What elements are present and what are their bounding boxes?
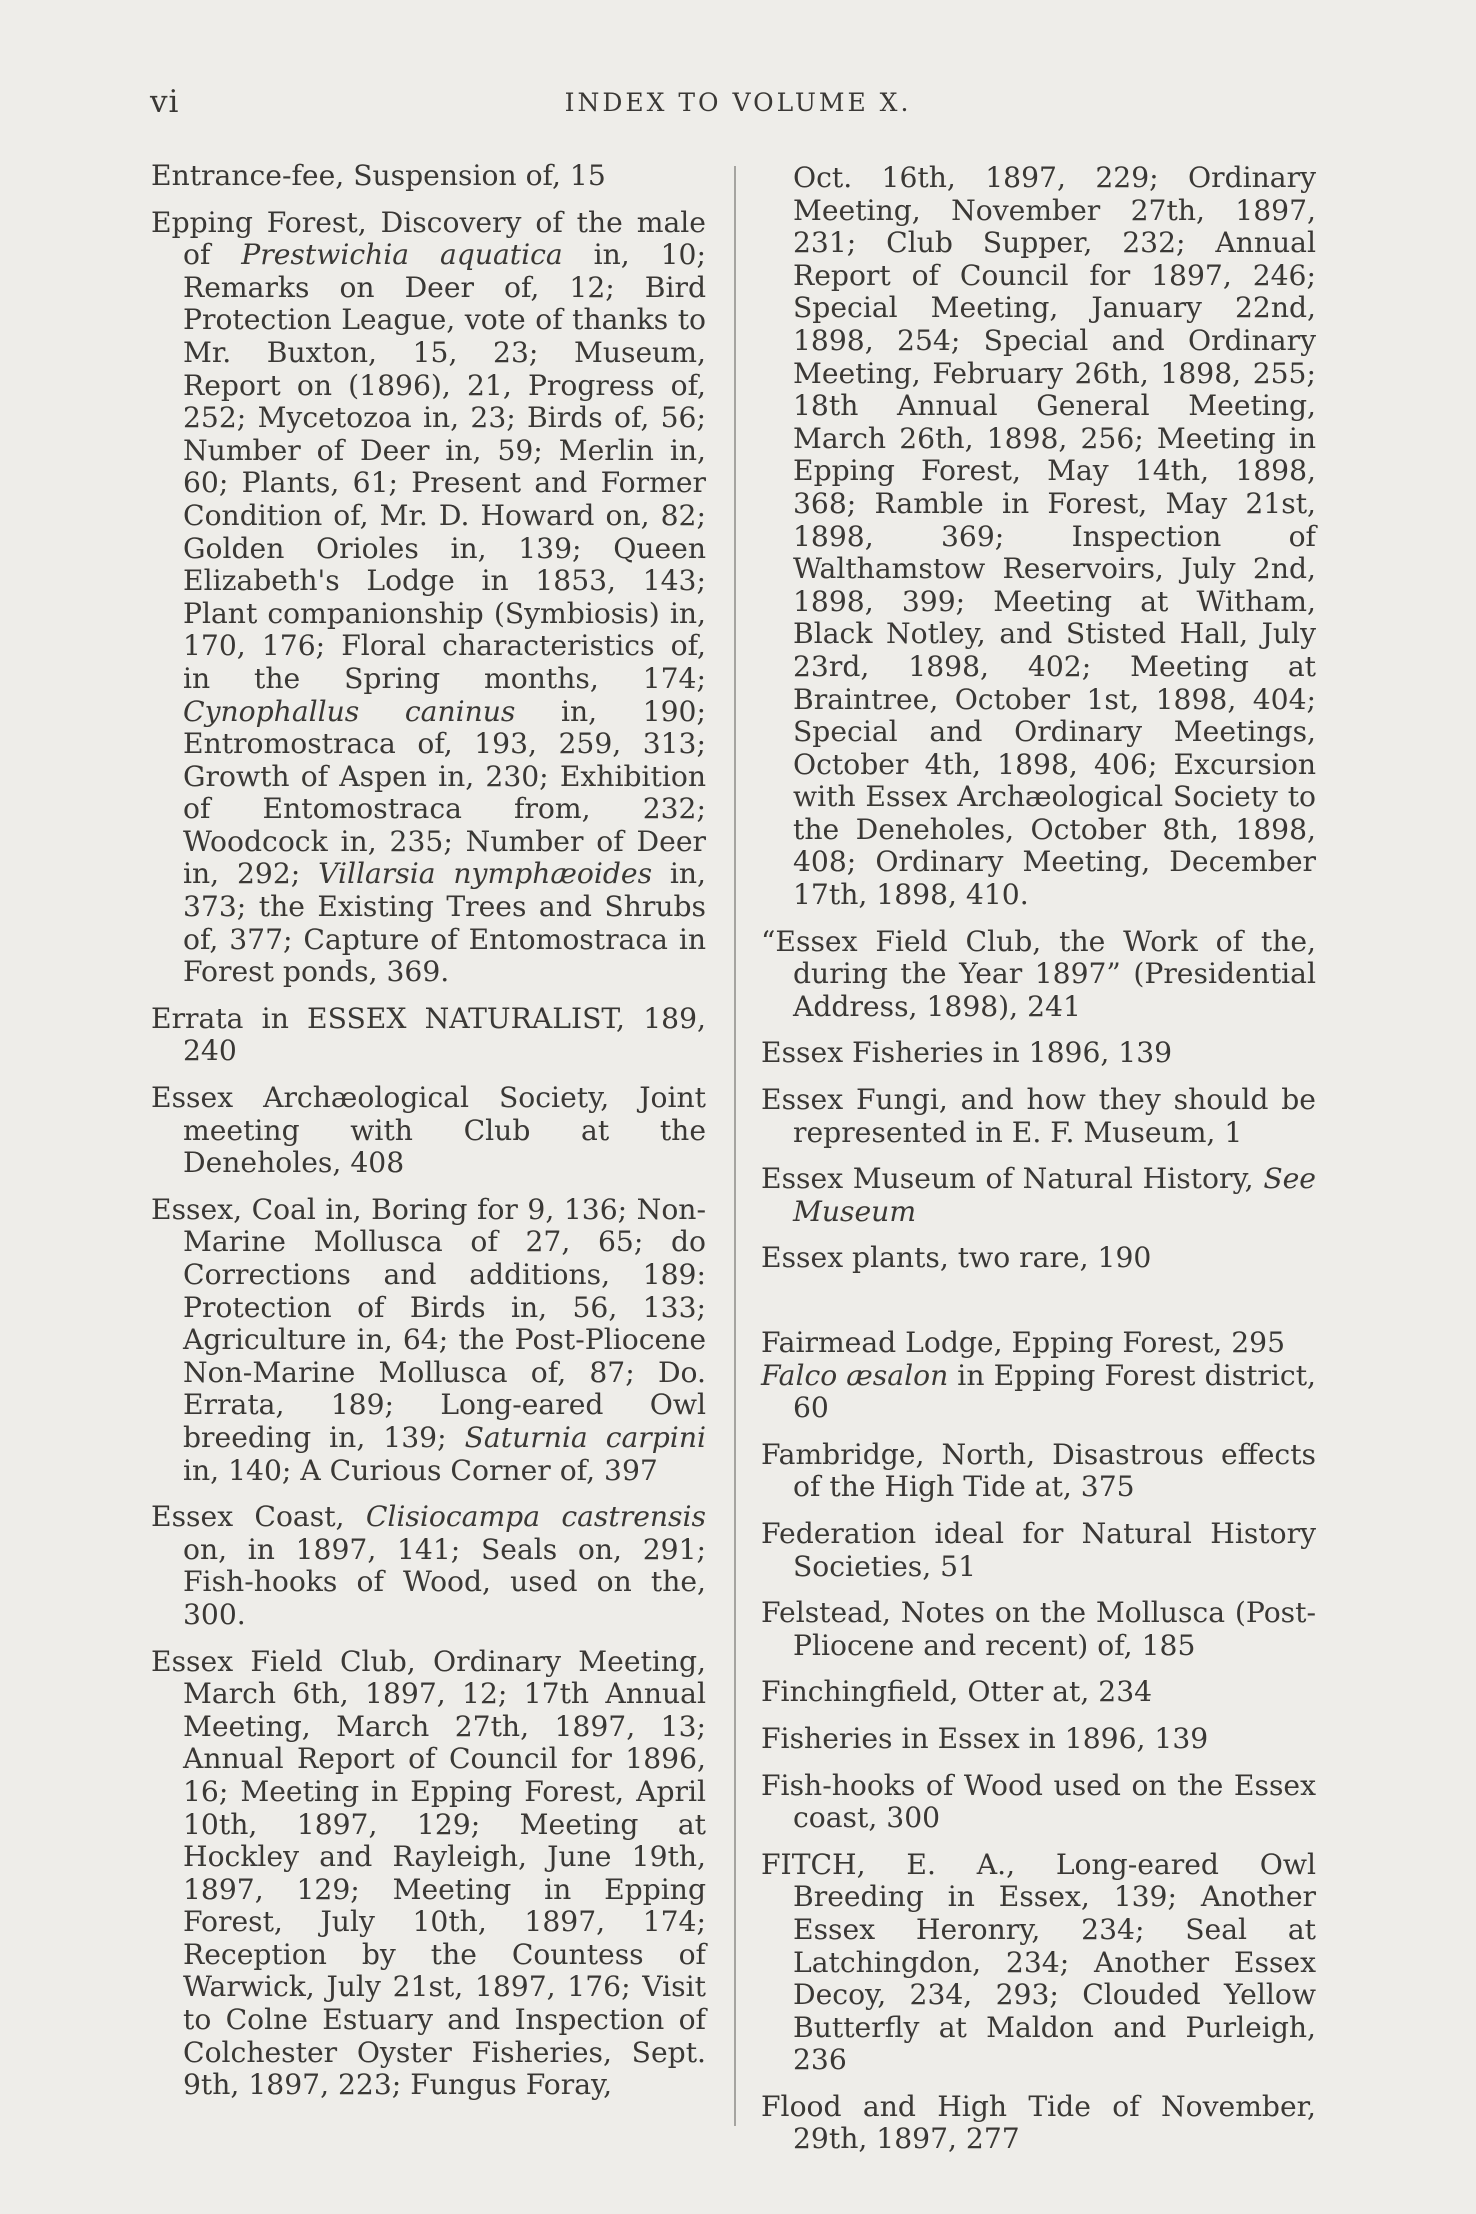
index-entry: Essex Museum of Natural History, See Museum [761,1162,1316,1228]
index-entry: Essex plants, two rare, 190 [761,1241,1152,1275]
index-entry: Felstead, Notes on the Mollusca (Post-Pliocene and recent) of, 185 [761,1596,1316,1662]
index-entry-continued: Oct. 16th, 1897, 229; Ordinary Meeting, November 27th, 1897, 231; Club Supper, 232; Annual Report of Council for 1897, 246; Special Meeting, January 22nd, 1898, 254; Special and Ordinary Meeting, February 26th, 1898, 255; 18th Annual General Meeting, March 26th, 1898, 256; Meeting in Epping Forest, May 14th, 1898, 368; Ramble in Forest, May 21st, 1898, 369; Inspection of Walthamstow Reservoirs, July 2nd, 1898, 399; Meeting at Witham, Black Notley, and Stisted Hall, July 23rd, 1898, 402; Meeting at Braintree, October 1st, 1898, 404; Special and Ordinary Meetings, October 4th, 1898, 406; Excursion with Essex Archæological Society to the Deneholes, October 8th, 1898, 408; Ordinary Meeting, December 17th, 1898, 410. [793,161,1316,912]
index-entry: FITCH, E. A., Long-eared Owl Breeding in Essex, 139; Another Essex Heronry, 234; Seal at Latchingdon, 234; Another Essex Decoy, 234, 293; Clouded Yellow Butterfly at Maldon and Purleigh, 236 [761,1847,1316,2077]
running-head [150,84,1326,124]
index-entry: Fairmead Lodge, Epping Forest, 295 [761,1326,1286,1359]
index-column-right [761,162,1316,2170]
index-column-left [151,160,706,2102]
index-entry: “Essex Field Club, the Work of the, during the Year 1897” (Presidential Address, 1898), 241 [761,924,1316,1023]
index-entry: Falco æsalon in Epping Forest district, 60 [761,1358,1316,1425]
index-entry: Entrance-fee, Suspension of, 15 [151,159,606,192]
index-entry: Essex, Coal in, Boring for 9, 136; Non-Marine Mollusca of 27, 65; do Corrections and additions, 189: Protection of Birds in, 56, 133; Agriculture in, 64; the Post-Pliocene Non-Marine Mollusca of, 87; Do. Errata, 189; Long-eared Owl breeding in, 139; Saturnia carpini in, 140; A Curious Corner of, 397 [151,1192,706,1487]
index-entry: Fisheries in Essex in 1896, 139 [761,1721,1209,1755]
index-entry: Federation ideal for Natural History Societies, 51 [761,1516,1316,1583]
index-entry: Essex Archæological Society, Joint meeting with Club at the Deneholes, 408 [151,1081,706,1180]
index-entry: Essex Fisheries in 1896, 139 [761,1036,1173,1070]
page-number: vi [150,84,180,120]
index-entry: Finchingfield, Otter at, 234 [761,1675,1153,1709]
index-entry: Essex Fungi, and how they should be represented in E. F. Museum, 1 [761,1083,1316,1149]
index-entry: Essex Coast, Clisiocampa castrensis on, in 1897, 141; Seals on, 291; Fish-hooks of Wood, used on the, 300. [151,1500,706,1631]
index-entry: Essex Field Club, Ordinary Meeting, March 6th, 1897, 12; 17th Annual Meeting, March 27th, 1897, 13; Annual Report of Council for 1896, 16; Meeting in Epping Forest, April 10th, 1897, 129; Meeting at Hockley and Rayleigh, June 19th, 1897, 129; Meeting in Epping Forest, July 10th, 1897, 174; Reception by the Countess of Warwick, July 21st, 1897, 176; Visit to Colne Estuary and Inspection of Colchester Oyster Fisheries, Sept. 9th, 1897, 223; Fungus Foray, [151,1644,706,2102]
index-entry: Fish-hooks of Wood used on the Essex coast, 300 [761,1768,1316,1835]
column-divider [734,166,736,2126]
index-entry: Fambridge, North, Disastrous effects of the High Tide at, 375 [761,1437,1316,1504]
index-entry: Flood and High Tide of November, 29th, 1897, 277 [761,2089,1316,2156]
index-entry: Errata in ESSEX NATURALIST, 189, 240 [151,1001,706,1068]
page-title: INDEX TO VOLUME X. [564,88,912,117]
index-entry: Epping Forest, Discovery of the male of Prestwichia aquatica in, 10; Remarks on Deer of, 12; Bird Protection League, vote of thanks to Mr. Buxton, 15, 23; Museum, Report on (1896), 21, Progress of, 252; Mycetozoa in, 23; Birds of, 56; Number of Deer in, 59; Merlin in, 60; Plants, 61; Present and Former Condition of, Mr. D. Howard on, 82; Golden Orioles in, 139; Queen Elizabeth's Lodge in 1853, 143; Plant companionship (Symbiosis) in, 170, 176; Floral characteristics of, in the Spring months, 174; Cynophallus caninus in, 190; Entromostraca of, 193, 259, 313; Growth of Aspen in, 230; Exhibition of Entomostraca from, 232; Woodcock in, 235; Number of Deer in, 292; Villarsia nymphæoides in, 373; the Existing Trees and Shrubs of, 377; Capture of Entomostraca in Forest ponds, 369. [151,205,706,989]
